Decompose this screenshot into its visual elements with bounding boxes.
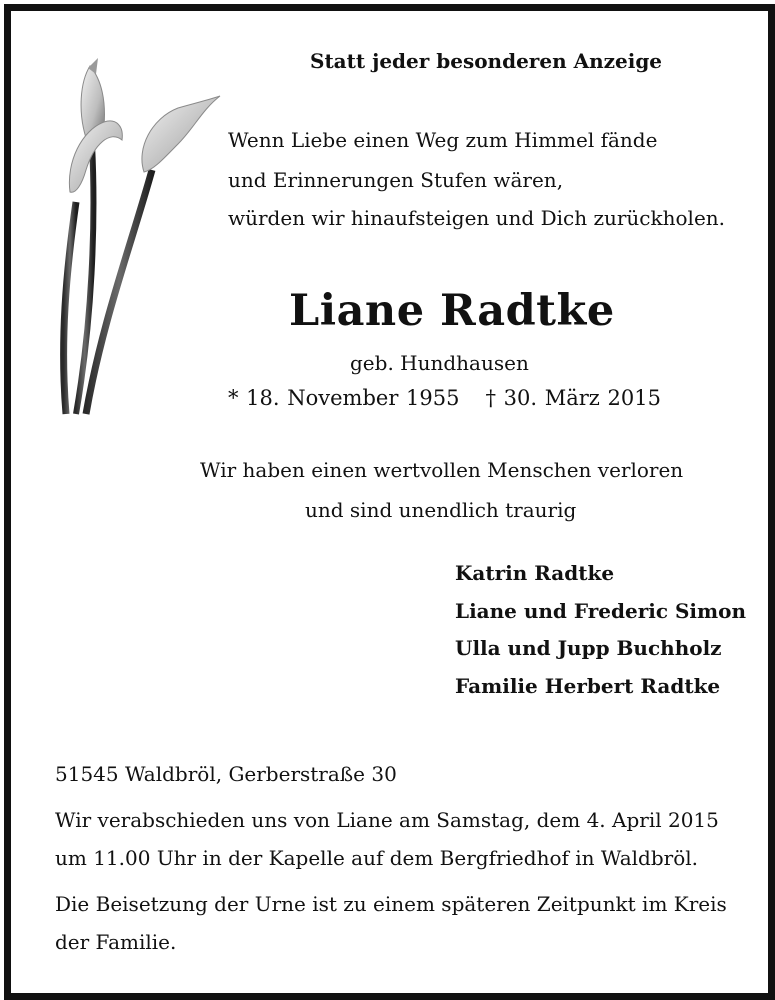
life-dates — [228, 386, 661, 410]
burial-line-2: der Familie. — [55, 930, 177, 954]
poem-line-1: Wenn Liebe einen Weg zum Himmel fände — [228, 128, 658, 152]
calla-lily-image — [52, 52, 227, 417]
maiden-name: geb. Hundhausen — [350, 351, 529, 375]
farewell-line-1: Wir verabschieden uns von Liane am Samstag, dem 4. April 2015 — [55, 808, 719, 832]
mourner-3: Ulla und Jupp Buchholz — [455, 636, 722, 660]
poem-line-2: und Erinnerungen Stufen wären, — [228, 168, 564, 192]
farewell-line-2: um 11.00 Uhr in der Kapelle auf dem Bergfriedhof in Waldbröl. — [55, 846, 698, 870]
notice-heading: Statt jeder besonderen Anzeige — [310, 49, 663, 73]
message-line-1: Wir haben einen wertvollen Menschen verloren — [200, 458, 684, 482]
deceased-name: Liane Radtke — [289, 286, 615, 336]
mourner-2: Liane und Frederic Simon — [455, 599, 747, 623]
birth-date: * 18. November 1955 — [228, 386, 460, 410]
burial-line-1: Die Beisetzung der Urne ist zu einem späteren Zeitpunkt im Kreis — [55, 892, 727, 916]
poem-line-3: würden wir hinaufsteigen und Dich zurückholen. — [228, 206, 726, 230]
mourner-1: Katrin Radtke — [455, 561, 615, 585]
death-date: † 30. März 2015 — [485, 386, 661, 410]
mourner-4: Familie Herbert Radtke — [455, 674, 721, 698]
message-line-2: und sind unendlich traurig — [305, 498, 577, 522]
address: 51545 Waldbröl, Gerberstraße 30 — [55, 762, 397, 786]
